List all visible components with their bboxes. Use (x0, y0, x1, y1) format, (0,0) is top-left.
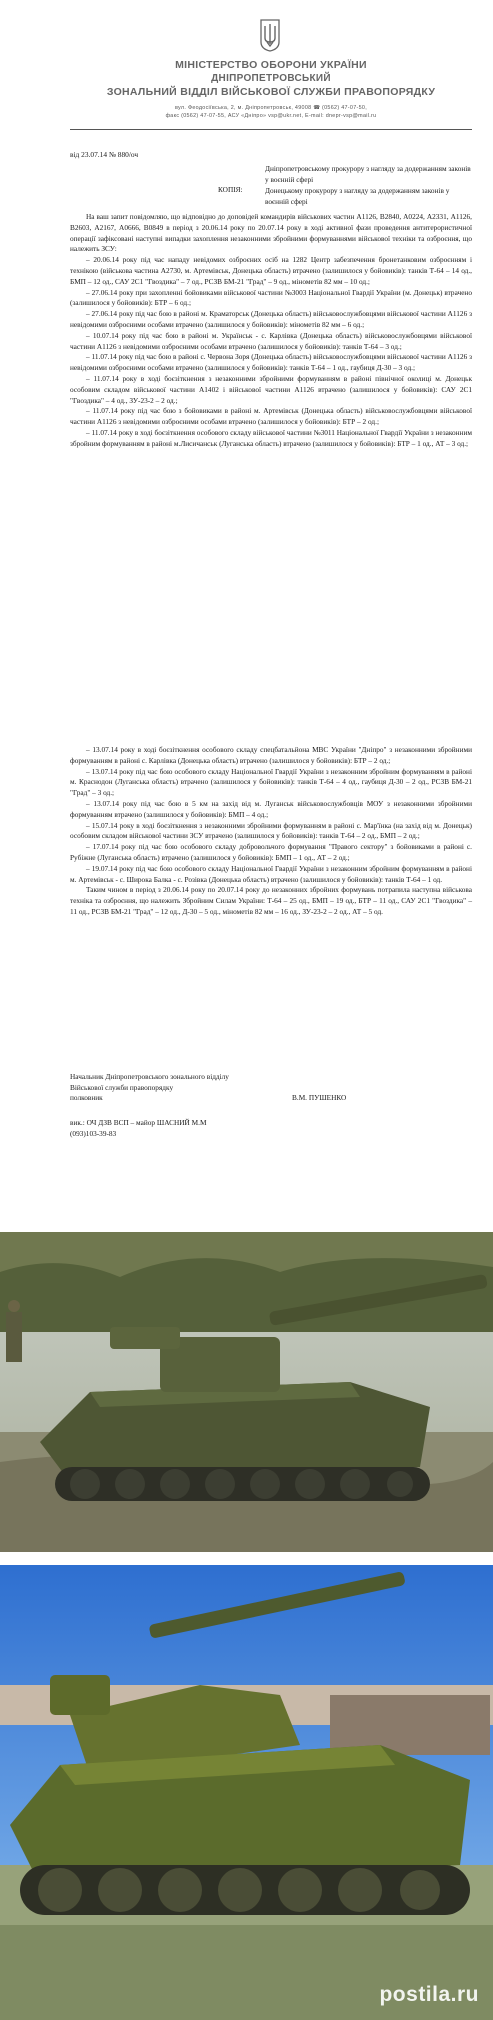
list-item: – 11.07.14 року в ході боєзіткнення з незаконними збройними формуванням в районі північної околиці м. Донецьк особовим складом військової частини А1402 і військової частини А1126 втрачено (залишилося у бойовиків): САУ 2С1 "Гвоздика" – 4 од., ЗУ-23-2 – 2 од.; (70, 373, 472, 405)
howitzer-photo-icon (0, 1232, 493, 1552)
list-item: – 11.07.14 року під час бою в районі с. Червона Зоря (Донецька область) військовослужбовцями військової частини А1126 з невідомими озброєними особами втрачено (залишилося у бойовиків): танків Т-64 – 1 од., гаубиця Д-30 – 3 од.; (70, 352, 472, 373)
city-title: ДНІПРОПЕТРОВСЬКИЙ (211, 73, 331, 84)
signature-title-2: Військової служби правопорядку (70, 1082, 174, 1092)
intro-paragraph: На ваш запит повідомляю, що відповідно до доповідей командирів військових частин А1126, В2840, А0224, А2331, А1126, В2603, А2167, А0666, В0849 в період з 20.06.14 року по 20.07.14 року в ході активної фази проведення антитерористичної операції зафіксовані наступні випадки захоплення незаконними збройними формуваннями військової техніки та озброєння, що належить ЗСУ: (70, 212, 472, 254)
list-item: – 13.07.14 року під час бою в 5 км на захід від м. Луганськ військовослужбовців МОУ з незаконними збройними формуванням втрачено (залишилося у бойовиків): БМП – 4 од.; (70, 798, 472, 819)
letter-body-part-1 (70, 212, 472, 450)
summary-paragraph: Таким чином в період з 20.06.14 року по 20.07.14 року до незаконних збройних формувань потрапила наступна військова техніка та озброєння, що належить Збройним Силам України: Т-64 – 25 од., БМП – 19 од., БТР – 11 од., САУ 2С1 "Гвоздика" – 11 од., РСЗВ БМ-21 "Град" – 12 од., Д-30 – 5 од., мінометів 82 мм – 16 од., ЗУ-23-2 – 2 од., АТ – 5 од. (70, 885, 472, 916)
address-line-1: вул. Феодосіївська, 2, м. Дніпропетровськ, 49008 ☎ (0562) 47-07-50, (174, 105, 367, 111)
signature-rank: полковник (70, 1093, 103, 1102)
signature-title-1: Начальник Дніпропетровського зонального відділу (70, 1072, 229, 1081)
watermark: postila.ru (379, 1983, 479, 2006)
address-line-2: факс (0562) 47-07-55, АСУ «Дніпро» vsp@ukr.net, E-mail: dnepr-vsp@mail.ru (165, 113, 377, 119)
ministry-title: МІНІСТЕРСТВО ОБОРОНИ УКРАЇНИ (175, 59, 367, 71)
department-title: ЗОНАЛЬНИЙ ВІДДІЛ ВІЙСЬКОВОЇ СЛУЖБИ ПРАВОПОРЯДКУ (106, 86, 436, 98)
list-item: – 13.07.14 року в ході боєзіткнення особового складу спецбатальйона МВС України "Дніпро" з незаконними збройними формуванням в районі с. Карлівка (Донецька область) втрачено (залишилося у бойовиків): БТР – 2 од.; (70, 745, 472, 765)
list-item: – 19.07.14 року під час бою особового складу Національної Гвардії України з незаконним збройним формуванням в районі м. Артемівськ - с. Широка Балка - с. Розівка (Донецька область) втрачено (залишилося у бойовиків): танків Т-64 – 1 од. (70, 863, 472, 884)
list-item: – 11.07.14 року в ході боєзіткнення особового складу військової частини №3011 Національної Гвардії України з незаконним збройним формуванням в районі м.Лисичанськ (Луганська область) втрачено (залишилося у бойовиків): БТР – 1 од., АТ – 3 од.; (70, 427, 472, 448)
list-item: – 15.07.14 року в ході боєзіткнення з незаконними збройними формуванням в районі с. Мар'їнка (на захід від м. Донецьк) особовим складом військової частини ЗСУ втрачено (залишилося у бойовиків): танків Т-64 – 2 од., БМП – 2 од.; (70, 820, 472, 841)
signature-block (70, 1072, 370, 1139)
list-item: – 11.07.14 року під час бою з бойовиками в районі м. Артемівськ (Донецька область) військовослужбовцями військової частини А1126 з невідомими озброєними особами втрачено (залишилося у бойовиків): БТР – 2 од.; (70, 406, 472, 427)
list-item: – 20.06.14 року під час нападу невідомих озброєних осіб на 1282 Центр забезпечення бронетанковим озброєнням і технікою (військова частина А2730, м. Артемівськ, Донецька область) втрачено (залишилося у бойовиків): танків Т-64 – 14 од., БМП – 12 од., САУ 2С1 "Гвоздика" – 7 од., РСЗВ БМ-21 "Град" – 9 од., мінометів 82 мм – 10 од.; (70, 255, 472, 286)
letterhead (70, 58, 472, 120)
howitzer-photo-icon (0, 1565, 493, 2020)
letterhead-divider (70, 129, 472, 130)
list-item: – 17.07.14 року під час бою особового складу добровольчого формування "Правого сектору" з бойовиками в районі с. Рубіжне (Луганська область) втрачено (залишилося у бойовиків): БМП – 1 од., АТ – 2 од.; (70, 842, 472, 862)
addressee-main: Дніпропетровському прокурору з нагляду за додержанням законів у воєнній сфері (265, 164, 471, 184)
executor-phone: (093)103-39-83 (70, 1128, 117, 1138)
list-item: – 13.07.14 року під час бою особового складу Національної Гвардії України з незаконним збройним формуванням в районі м. Краснодон (Луганська область) втрачено (залишилося у бойовиків): танків Т-64 – 4 од., гаубиця Д-30 – 2 од., РСЗВ БМ-21 "Град" – 3 од.; (70, 766, 472, 798)
howitzer-photo-1 (0, 1232, 493, 1552)
addressee-copy: Донецькому прокурору з нагляду за додержанням законів у воєнній сфері (265, 186, 450, 206)
letter-body-part-2 (70, 745, 472, 918)
list-item: – 27.06.14 року під час бою в районі м. Краматорськ (Донецька область) військовослужбовцями військової частини А1126 з невідомими озброєними особами втрачено (залишилося у бойовиків): мінометів 82 мм – 6 од.; (70, 309, 472, 329)
trident-emblem-icon (259, 18, 281, 52)
howitzer-photo-2 (0, 1565, 493, 2020)
reference-number: від 23.07.14 № 880/оч (70, 150, 139, 159)
signature-name: В.М. ПУШЕНКО (292, 1093, 347, 1102)
copy-label: КОПІЯ: (218, 185, 243, 194)
executor-line: вик.: ОЧ ДЗВ ВСП – майор ШАСНИЙ М.М (70, 1118, 207, 1127)
list-item: – 27.06.14 року при захопленні бойовиками військової частини №3003 Національної Гвардії України (м. Донецьк) втрачено (залишилося у бойовиків): БТР – 6 од.; (70, 287, 472, 308)
list-item: – 10.07.14 року під час бою в районі м. Українськ - с. Карлівка (Донецька область) військовослужбовцями військової частини А1126 з невідомими озброєними особами втрачено (залишилося у бойовиків): танків Т-64 – 3 од.; (70, 330, 472, 351)
